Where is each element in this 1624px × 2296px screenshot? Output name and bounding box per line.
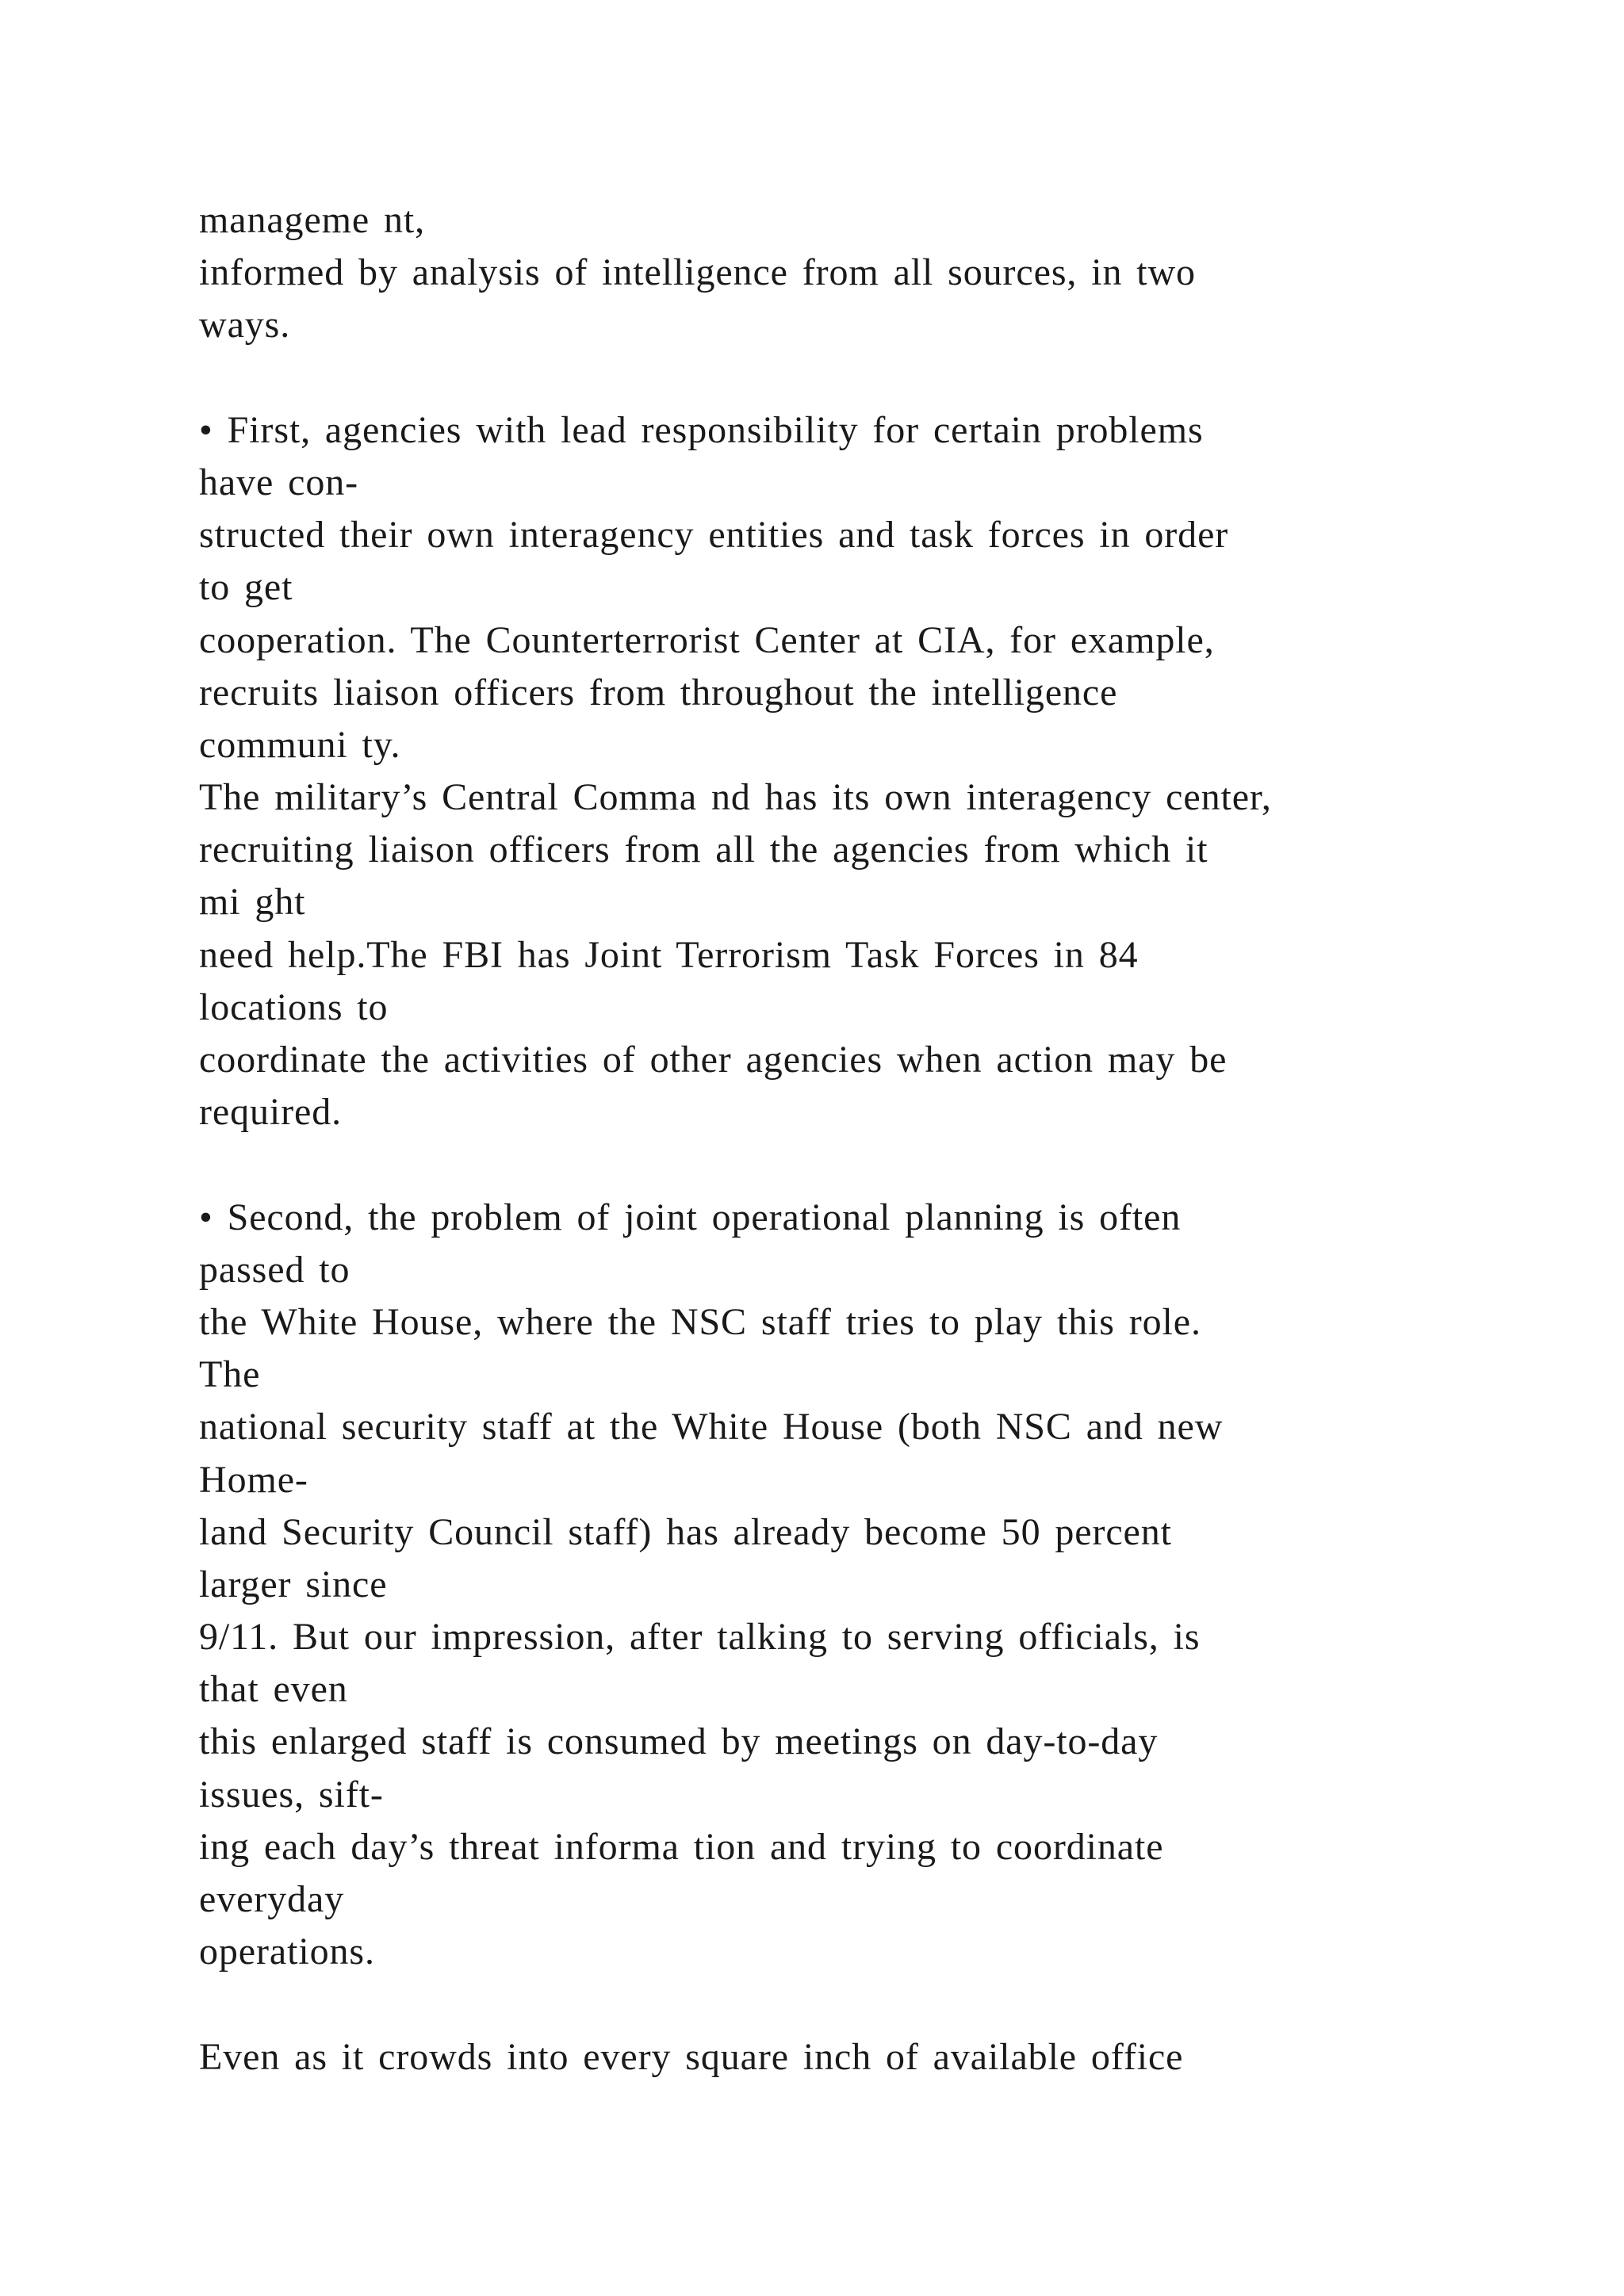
- text-line: structed their own interagency entities and task forces in order: [199, 514, 1229, 557]
- text-line: The: [199, 1353, 261, 1396]
- text-line: ways.: [199, 304, 291, 346]
- text-line: operations.: [199, 1931, 375, 1973]
- text-line: national security staff at the White House (both NSC and new: [199, 1406, 1224, 1448]
- text-line: required.: [199, 1091, 343, 1134]
- text-line: ing each day’s threat informa tion and trying to coordinate: [199, 1825, 1164, 1868]
- text-line: need help.The FBI has Joint Terrorism Task Forces in 84: [199, 933, 1139, 976]
- text-line: everyday: [199, 1878, 345, 1920]
- text-line: locations to: [199, 985, 389, 1028]
- text-line: mi ght: [199, 881, 306, 924]
- text-line: Home-: [199, 1458, 308, 1501]
- text-line: land Security Council staff) has already become 50 percent: [199, 1510, 1172, 1553]
- text-line: communi ty.: [199, 723, 401, 766]
- body-text: [199, 194, 1547, 2084]
- text-line: this enlarged staff is consumed by meetings on day-to-day: [199, 1720, 1159, 1763]
- text-line: • Second, the problem of joint operational planning is often: [199, 1196, 1182, 1238]
- text-line: to get: [199, 566, 293, 609]
- text-line: recruiting liaison officers from all the agencies from which it: [199, 828, 1208, 871]
- text-line: informed by analysis of intelligence from all sources, in two: [199, 251, 1196, 294]
- text-line: have con-: [199, 461, 358, 503]
- paragraph-break: [199, 1138, 1547, 1191]
- text-line: passed to: [199, 1248, 350, 1291]
- text-line: recruits liaison officers from throughout the intelligence: [199, 671, 1118, 714]
- text-line: cooperation. The Counterterrorist Center at CIA, for example,: [199, 618, 1215, 661]
- text-line: coordinate the activities of other agencies when action may be: [199, 1039, 1228, 1081]
- text-line: the White House, where the NSC staff tries to play this role.: [199, 1300, 1201, 1343]
- paragraph-break: [199, 1978, 1547, 2030]
- text-line: Even as it crowds into every square inch of available office: [199, 2035, 1184, 2078]
- text-line: manageme nt,: [199, 199, 426, 241]
- text-line: • First, agencies with lead responsibility for certain problems: [199, 408, 1204, 451]
- text-line: issues, sift-: [199, 1773, 384, 1816]
- text-line: larger since: [199, 1563, 388, 1605]
- text-line: that even: [199, 1668, 348, 1711]
- text-line: The military’s Central Comma nd has its own interagency center,: [199, 776, 1272, 819]
- text-line: 9/11. But our impression, after talking to serving officials, is: [199, 1616, 1201, 1659]
- paragraph-break: [199, 352, 1547, 404]
